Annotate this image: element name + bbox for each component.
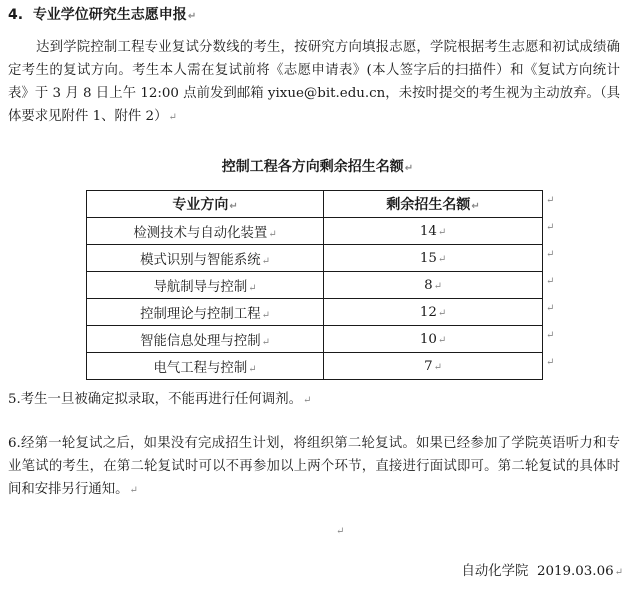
paragraph-mark-icon: ↵ (261, 255, 270, 267)
paragraph-mark-icon: ↵ (404, 163, 414, 174)
section-title: 专业学位研究生志愿申报 (32, 7, 187, 23)
signature-date: 2019.03.06 (536, 564, 614, 579)
paragraph-mark-icon: ↵ (433, 361, 443, 373)
paragraph-mark-icon: ↵ (268, 228, 277, 240)
section-heading (8, 6, 196, 26)
item-5-paragraph (8, 388, 620, 412)
paragraph-mark-icon: ↵ (302, 395, 312, 406)
quota-cell: 15↵ (324, 245, 543, 272)
paragraph-mark-icon: ↵ (433, 280, 443, 292)
row-end-mark-icon: ↵ (546, 330, 555, 341)
quota-table (86, 190, 543, 380)
quota-cell: 7↵ (324, 353, 543, 380)
paragraph-mark-icon: ↵ (437, 226, 447, 238)
quota-cell: 14↵ (324, 218, 543, 245)
direction-cell: 导航制导与控制↵ (87, 272, 324, 299)
column-header-direction: 专业方向↵ (87, 191, 324, 218)
direction-cell: 检测技术与自动化装置↵ (87, 218, 324, 245)
table-header-row (87, 191, 543, 218)
table-title: 控制工程各方向剩余招生名额↵ (221, 159, 414, 175)
row-end-mark-icon: ↵ (546, 357, 555, 368)
table-row (87, 299, 543, 326)
item-6-text: 6.经第一轮复试之后，如果没有完成招生计划，将组织第二轮复试。如果已经参加了学院英语听力和专业笔试的考生，在第二轮复试时可以不再参加以上两个环节，直接进行面试即可。第二轮复试的具体时间和安排另行通知。 (8, 436, 620, 497)
table-row (87, 245, 543, 272)
paragraph-mark-icon: ↵ (168, 112, 177, 123)
row-end-mark-icon: ↵ (546, 276, 555, 287)
table-row (87, 326, 543, 353)
intro-paragraph (8, 36, 620, 129)
signature-org: 自动化学院 (461, 564, 529, 579)
quota-cell: 10↵ (324, 326, 543, 353)
direction-cell: 模式识别与智能系统↵ (87, 245, 324, 272)
table-row (87, 272, 543, 299)
row-end-mark-icon: ↵ (546, 222, 555, 233)
table-row (87, 353, 543, 380)
row-end-mark-icon: ↵ (546, 249, 555, 260)
paragraph-mark-icon: ↵ (261, 309, 270, 321)
item-5-text: 5.考生一旦被确定拟录取，不能再进行任何调剂。 (8, 392, 302, 407)
quota-cell: 12↵ (324, 299, 543, 326)
direction-cell: 电气工程与控制↵ (87, 353, 324, 380)
paragraph-mark-icon: ↵ (129, 485, 138, 496)
row-end-mark-icon: ↵ (546, 303, 555, 314)
paragraph-mark-icon: ↵ (248, 282, 257, 294)
paragraph-mark-icon: ↵ (437, 307, 447, 319)
paragraph-mark-icon: ↵ (437, 253, 447, 265)
column-header-quota: 剩余招生名额↵ (324, 191, 543, 218)
signature-line (461, 562, 623, 583)
paragraph-mark-icon: ↵ (614, 567, 623, 578)
row-end-mark-icon: ↵ (546, 195, 555, 206)
section-number: 4. (8, 7, 24, 23)
intro-text: 达到学院控制工程专业复试分数线的考生，按研究方向填报志愿，学院根据考生志愿和初试成绩确定考生的复试方向。考生本人需在复试前将《志愿申请表》(本人签字后的扫描件）和《复试方向统计表》于 3 月 8 日上午 12:00 点前发到邮箱 yixue@bit.edu.cn，未按时提交的考生视为主动放弃。（具体要求见附件 1、附件 2） (8, 40, 620, 124)
paragraph-mark-icon: ↵ (336, 526, 345, 537)
paragraph-mark-icon: ↵ (248, 363, 257, 375)
paragraph-mark-icon: ↵ (229, 201, 238, 212)
quota-cell: 8↵ (324, 272, 543, 299)
direction-cell: 控制理论与控制工程↵ (87, 299, 324, 326)
item-6-paragraph (8, 432, 620, 502)
paragraph-mark-icon: ↵ (437, 334, 447, 346)
direction-cell: 智能信息处理与控制↵ (87, 326, 324, 353)
table-row (87, 218, 543, 245)
paragraph-mark-icon: ↵ (187, 11, 197, 22)
paragraph-mark-icon: ↵ (261, 336, 270, 348)
paragraph-mark-icon: ↵ (471, 201, 480, 212)
